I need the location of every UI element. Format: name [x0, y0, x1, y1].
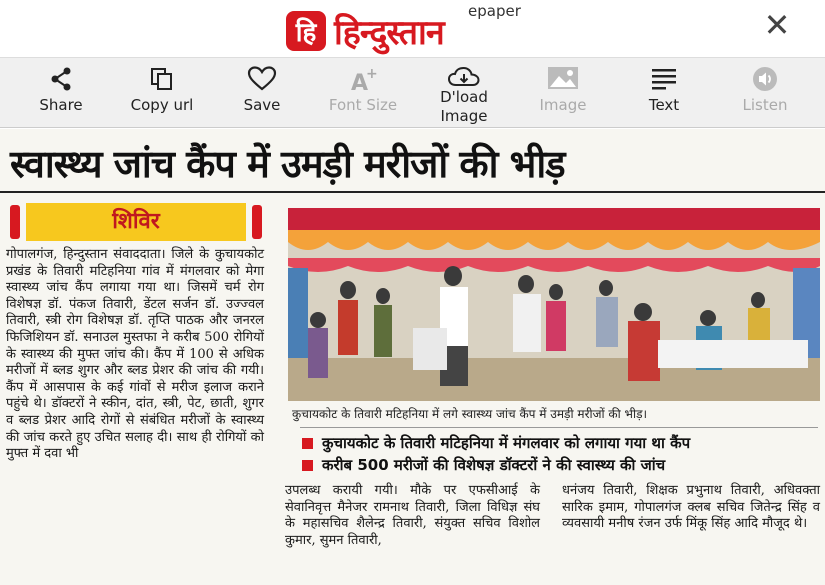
download-image-button[interactable] [430, 66, 498, 126]
epaper-label: epaper [468, 2, 521, 20]
download-image-label: D'load Image [440, 88, 488, 125]
image-label: Image [539, 96, 587, 114]
share-button[interactable] [34, 66, 88, 114]
highlight-text: करीब 500 मरीजों की विशेषज्ञ डॉक्टरों ने की स्वास्थ्य की जांच [322, 456, 666, 474]
copy-icon [122, 66, 202, 92]
svg-text:+: + [366, 66, 378, 82]
toolbar [0, 58, 825, 128]
save-button[interactable] [238, 66, 286, 114]
share-icon [34, 66, 88, 92]
highlights-list [300, 427, 818, 476]
image-icon [532, 66, 594, 92]
highlight-item [300, 454, 818, 476]
app-header [0, 0, 825, 58]
photo-caption: कुचायकोट के तिवारी मटिहनिया में लगे स्वास्थ्य जांच कैंप में उमड़ी मरीजों की भीड़। [292, 407, 648, 421]
article-headline: स्वास्थ्य जांच कैंप में उमड़ी मरीजों की भीड़ [10, 142, 565, 186]
headline-divider [0, 191, 825, 193]
font-size-icon [318, 66, 408, 92]
article-column-2: उपलब्ध करायी गयी। मौके पर एफसीआई के सेवानिवृत्त मैनेजर रामनाथ तिवारी, जिला विधिज्ञ संघ के महासचिव शैलेन्द्र तिवारी, संयुक्त सचिव विशोल कुमार, सुमन तिवारी, [285, 483, 540, 548]
highlight-item [300, 432, 818, 454]
bullet-square [302, 438, 313, 449]
article-column-3: धनंजय तिवारी, शिक्षक प्रभुनाथ तिवारी, अधिवक्ता सारिक इमाम, गोपालगंज क्लब सचिव जितेन्द्र सिंह व व्यवसायी मनीष रंजन उर्फ मिंकू सिंह आदि मौजूद थे। [562, 483, 820, 532]
highlight-text: कुचायकोट के तिवारी मटिहनिया में मंगलवार को लगाया गया था कैंप [322, 434, 691, 452]
logo-text: हिन्दुस्तान [334, 13, 444, 53]
bullet-square [302, 460, 313, 471]
image-button[interactable] [532, 66, 594, 114]
section-tag [10, 203, 262, 241]
camp-crowd-photo [288, 208, 820, 401]
close-icon[interactable]: ✕ [763, 6, 791, 44]
save-label: Save [243, 96, 281, 114]
hindustan-logo [286, 8, 444, 54]
tag-bar-left [10, 205, 20, 239]
listen-button[interactable] [734, 66, 796, 114]
logo-mark: हि [286, 11, 326, 51]
heart-icon [238, 66, 286, 92]
tag-bar-right [252, 205, 262, 239]
font-size-button[interactable] [318, 66, 408, 114]
svg-text:A: A [351, 71, 369, 92]
share-label: Share [39, 96, 83, 114]
speaker-icon [734, 66, 796, 92]
copy-url-button[interactable] [122, 66, 202, 114]
newspaper-clipping [0, 129, 825, 585]
text-icon [640, 66, 688, 92]
listen-label: Listen [742, 96, 788, 114]
font-size-label: Font Size [328, 96, 398, 114]
text-label: Text [648, 96, 680, 114]
copy-url-label: Copy url [130, 96, 194, 114]
article-column-1: गोपालगंज, हिन्दुस्तान संवाददाता। जिले के कुचायकोट प्रखंड के तिवारी मटिहनिया गांव में मंगलवार को मेगा स्वास्थ्य जांच कैंप लगाया गया था। जिसमें चर्म रोग विशेषज्ञ डॉ. पंकज तिवारी, डेंटल सर्जन डॉ. उज्ज्वल तिवारी, स्त्री रोग विशेषज्ञ डॉ. तृप्ति पाठक और जनरल फिजिशियन डॉ. सनाउल मुस्तफा ने करीब 500 रोगियों के स्वास्थ्य की मुफ्त जांच की। कैंप में 100 से अधिक मरीजों में ब्लड शुगर और ब्लड प्रेशर की जांच की गयी। कैंप में आसपास के कई गांवों से मरीज इलाज कराने पहुंचे थे। डॉक्टरों ने स्कीन, दांत, स्त्री, पेट, छाती, शुगर व ब्लड प्रेशर आदि रोगों से संबंधित मरीजों के स्वास्थ्य की जांच करते हुए उचित सलाह दी। साथ ही रोगियों को मुफ्त में दवा भी [6, 247, 264, 462]
download-cloud-icon [430, 66, 498, 88]
section-tag-label: शिविर [26, 203, 246, 241]
text-button[interactable] [640, 66, 688, 114]
